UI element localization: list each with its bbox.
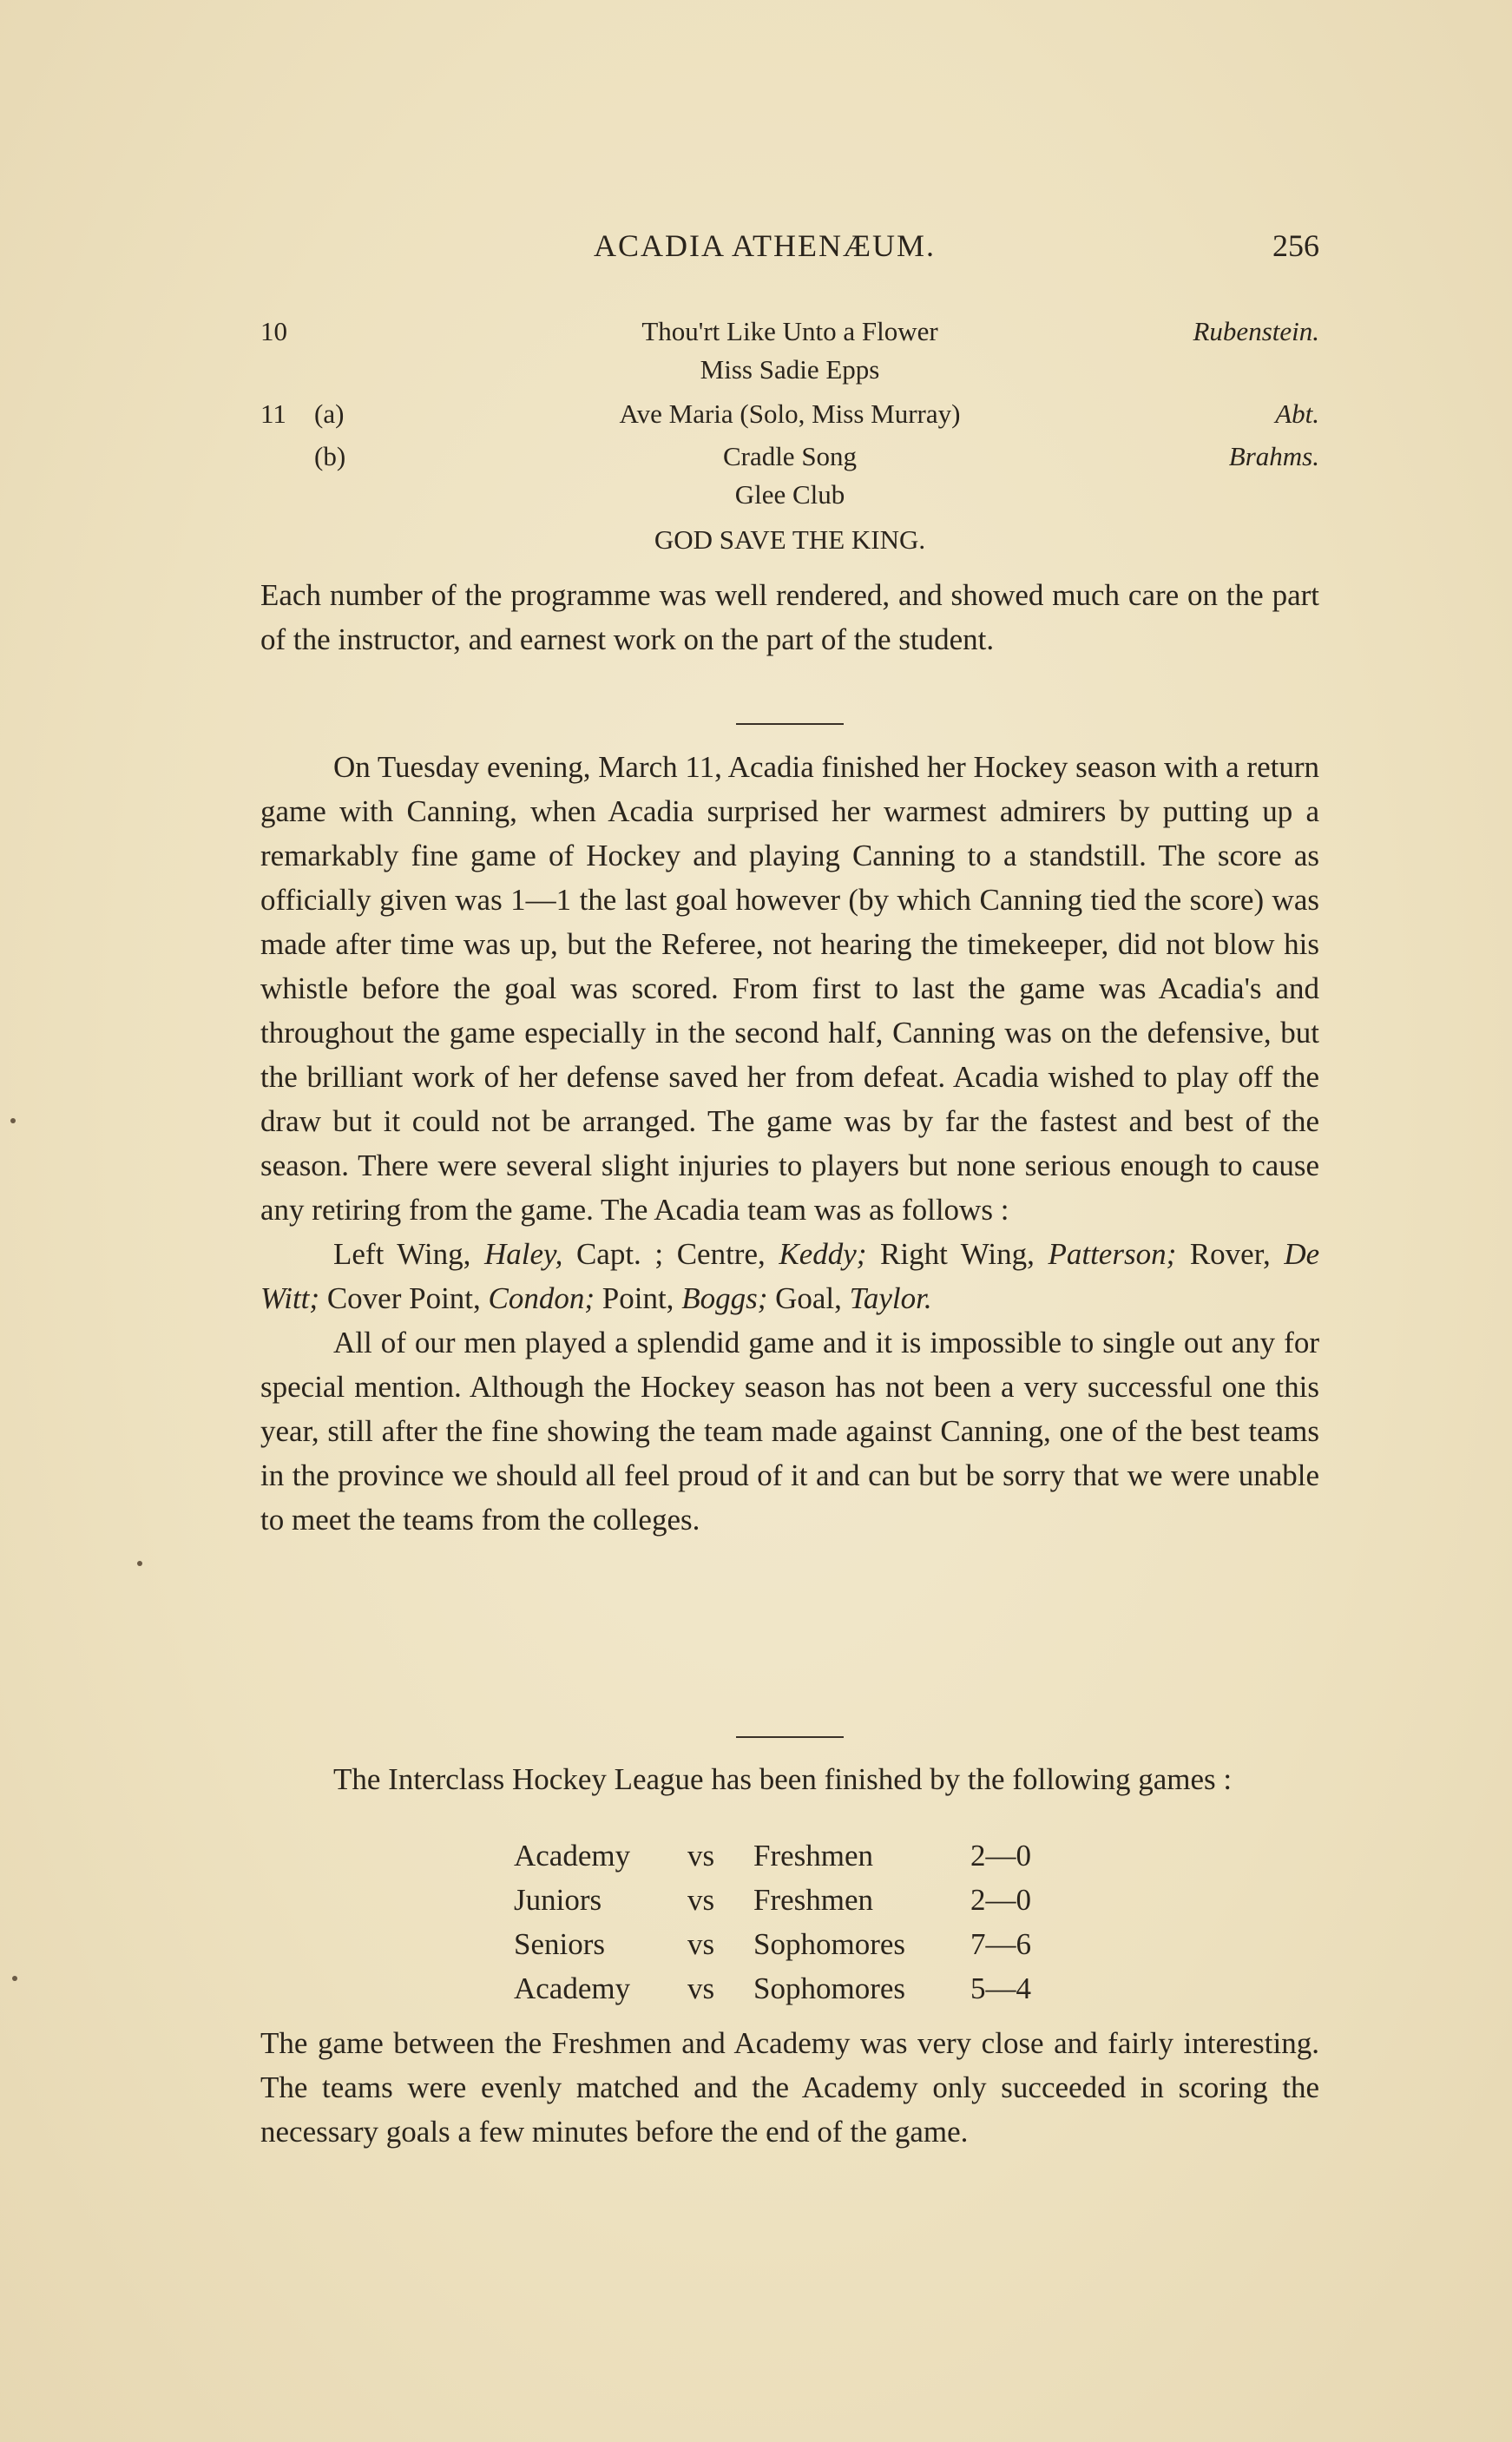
section-divider — [736, 1736, 844, 1738]
programme-composer: Brahms. — [1228, 441, 1319, 471]
position-label: Left Wing, — [333, 1237, 471, 1271]
team-lineup — [260, 1232, 1319, 1320]
programme-number: 10 — [260, 316, 287, 346]
paragraph-text: Each number of the programme was well rendered, and showed much care on the part of the instructor, and earnest work on the part of the student. — [260, 578, 1319, 656]
programme-performer: Glee Club — [734, 479, 845, 510]
programme-line — [260, 398, 1319, 438]
table-row — [514, 1966, 1031, 2011]
team-home: Seniors — [514, 1927, 605, 1961]
paragraph-programme — [260, 573, 1319, 662]
position-label: Centre, — [676, 1237, 766, 1271]
team-home: Academy — [514, 1839, 631, 1873]
versus: vs — [687, 1927, 715, 1961]
paragraph-text: The game between the Freshmen and Academy was very close and fairly interesting. The teams were evenly matched and the Academy only succeeded in scoring the necessary goals a few minutes before the end of the game. — [260, 2026, 1319, 2149]
programme-subitem: (b) — [314, 441, 346, 471]
player-name: Keddy; — [779, 1237, 867, 1271]
programme-line — [260, 524, 1319, 564]
score: 7—6 — [970, 1927, 1031, 1961]
player-name: Condon; — [488, 1281, 595, 1315]
captain-label: Capt. ; — [575, 1237, 664, 1271]
versus: vs — [687, 1971, 715, 2005]
paragraph-text: The Interclass Hockey League has been finished by the following games : — [333, 1762, 1233, 1796]
score: 2—0 — [970, 1883, 1031, 1917]
player-name: De Witt; — [260, 1237, 1320, 1315]
paper-speck — [137, 1561, 142, 1566]
programme-composer: Abt. — [1275, 398, 1319, 429]
team-home: Academy — [514, 1971, 631, 2005]
paragraph-interclass — [260, 1757, 1319, 1801]
programme-piece: Thou'rt Like Unto a Flower — [641, 316, 938, 346]
player-name: Patterson; — [1048, 1237, 1177, 1271]
programme-piece: Cradle Song — [722, 441, 858, 471]
position-label: Goal, — [775, 1281, 842, 1315]
programme-piece: Ave Maria (Solo, Miss Murray) — [619, 398, 961, 429]
player-name: Taylor. — [849, 1281, 932, 1315]
paragraph-hockey-season — [260, 745, 1319, 1542]
programme-composer: Rubenstein. — [1193, 316, 1319, 346]
paragraph-final — [260, 2021, 1319, 2154]
programme-closing: GOD SAVE THE KING. — [654, 524, 926, 555]
paper-speck — [12, 1976, 17, 1981]
team-home: Juniors — [514, 1883, 602, 1917]
team-away: Sophomores — [753, 1971, 905, 2005]
position-label: Point, — [602, 1281, 674, 1315]
team-away: Freshmen — [753, 1839, 874, 1873]
versus: vs — [687, 1883, 715, 1917]
score: 5—4 — [970, 1971, 1031, 2005]
versus: vs — [687, 1839, 715, 1873]
paragraph-text: All of our men played a splendid game and it is impossible to single out any for special mention. Although the Hockey season has not been a very successful one this year, still after the fine showing the team made against Canning, one of the best teams in the province we should all feel proud of it and can but be sorry that we were unable to meet the teams from the colleges. — [260, 1326, 1319, 1537]
section-divider — [736, 723, 844, 725]
position-label: Right Wing, — [880, 1237, 1035, 1271]
programme-number: 11 — [260, 398, 286, 429]
page-number: 256 — [1272, 228, 1319, 263]
programme-line — [260, 354, 1319, 394]
table-row — [514, 1922, 1031, 1966]
position-label: Cover Point, — [326, 1281, 481, 1315]
programme-line — [260, 441, 1319, 481]
paragraph-text: On Tuesday evening, March 11, Acadia finished her Hockey season with a return game with Canning, when Acadia surprised her warmest admirers by putting up a remarkably fine game of Hockey and playing Canning to a standstill. The score as officially given was 1—1 the last goal however (by which Canning tied the score) was made after time was up, but the Referee, not hearing the timekeeper, did not blow his whistle before the goal was scored. From first to last the game was Acadia's and throughout the game especially in the second half, Canning was on the defensive, but the brilliant work of her defense saved her from defeat. Acadia wished to play off the draw but it could not be arranged. The game was by far the fastest and best of the season. There were several slight injuries to players but none serious enough to cause any retiring from the game. The Acadia team was as follows : — [260, 750, 1319, 1227]
position-label: Rover, — [1189, 1237, 1271, 1271]
programme-performer: Miss Sadie Epps — [700, 354, 880, 385]
table-row — [514, 1878, 1031, 1922]
paper-speck — [10, 1118, 16, 1123]
player-name: Boggs; — [681, 1281, 768, 1315]
team-away: Freshmen — [753, 1883, 874, 1917]
programme-line — [260, 479, 1319, 519]
score: 2—0 — [970, 1839, 1031, 1873]
table-row — [514, 1833, 1031, 1878]
team-away: Sophomores — [753, 1927, 905, 1961]
programme-subitem: (a) — [314, 398, 345, 429]
journal-title: ACADIA ATHENÆUM. — [594, 228, 937, 263]
games-table — [514, 1833, 1031, 2011]
player-name: Haley, — [483, 1237, 563, 1271]
programme-line — [260, 316, 1319, 356]
running-header — [260, 227, 1319, 271]
